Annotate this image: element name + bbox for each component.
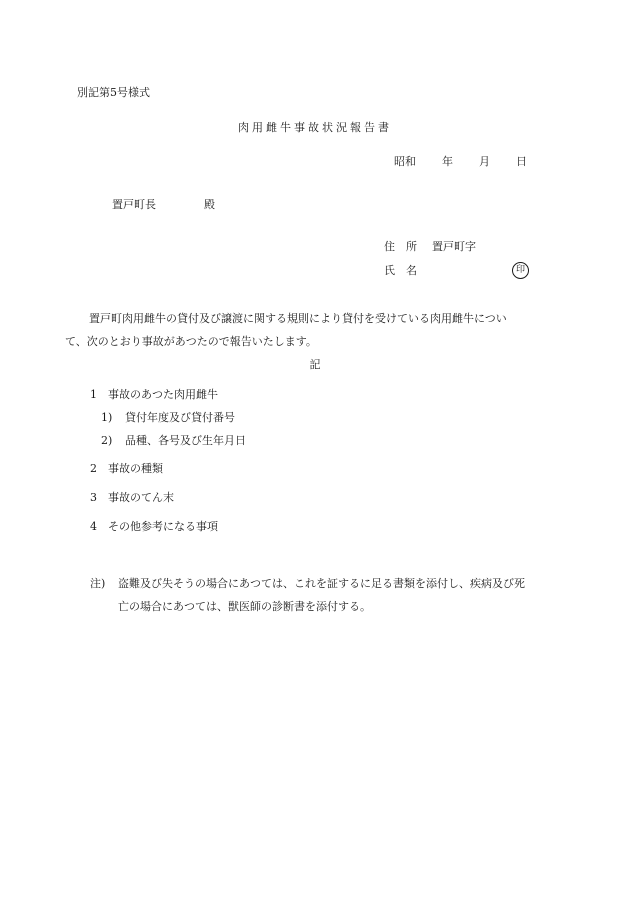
list-item xyxy=(90,388,218,402)
note-label: 注) xyxy=(90,577,106,590)
sub-item-text: 貸付年度及び貸付番号 xyxy=(125,411,235,424)
date-era: 昭和 xyxy=(394,155,416,168)
address-label-2: 所 xyxy=(406,240,417,253)
applicant-address-row xyxy=(384,240,476,254)
list-item xyxy=(90,491,174,505)
paragraph-line-1: 置戸町肉用雌牛の貸付及び譲渡に関する規則により貸付を受けている肉用雌牛につい xyxy=(89,312,507,325)
sub-item-number: 1) xyxy=(101,411,113,424)
note-line-1: 盗難及び失そうの場合にあつては、これを証するに足る書類を添付し、疾病及び死 xyxy=(118,577,525,590)
list-item xyxy=(90,520,218,534)
seal-mark: 印 xyxy=(512,262,529,279)
paragraph-line-2: て、次のとおり事故があつたので報告いたします。 xyxy=(65,335,317,348)
form-number: 別記第5号様式 xyxy=(77,86,150,99)
addressee-honorific: 殿 xyxy=(204,198,215,211)
sub-list-item xyxy=(101,434,246,448)
applicant-name-row xyxy=(384,264,432,278)
address-label-1: 住 xyxy=(384,240,395,253)
name-label-2: 名 xyxy=(406,264,417,277)
name-label-1: 氏 xyxy=(384,264,395,277)
date-day-label: 日 xyxy=(516,155,527,168)
note-block xyxy=(90,572,560,618)
address-value: 置戸町字 xyxy=(432,240,476,253)
item-text: その他参考になる事項 xyxy=(108,520,218,533)
addressee xyxy=(112,198,215,212)
item-text: 事故のあつた肉用雌牛 xyxy=(108,388,218,401)
list-item xyxy=(90,462,163,476)
sub-list-item xyxy=(101,411,235,425)
ki-heading: 記 xyxy=(309,358,321,371)
item-number: 3 xyxy=(90,491,97,504)
date-year-label: 年 xyxy=(442,155,453,168)
addressee-name: 置戸町長 xyxy=(112,198,156,211)
sub-item-text: 品種、各号及び生年月日 xyxy=(125,434,246,447)
note-line-2: 亡の場合にあつては、獣医師の診断書を添付する。 xyxy=(118,600,371,613)
date-month-label: 月 xyxy=(479,155,490,168)
date-line xyxy=(394,155,527,169)
item-number: 2 xyxy=(90,462,97,475)
sub-item-number: 2) xyxy=(101,434,113,447)
item-number: 4 xyxy=(90,520,97,533)
item-text: 事故の種類 xyxy=(108,462,163,475)
item-number: 1 xyxy=(90,388,97,401)
item-text: 事故のてん末 xyxy=(108,491,174,504)
report-paragraph xyxy=(65,307,557,353)
document-title: 肉用雌牛事故状況報告書 xyxy=(238,121,392,134)
